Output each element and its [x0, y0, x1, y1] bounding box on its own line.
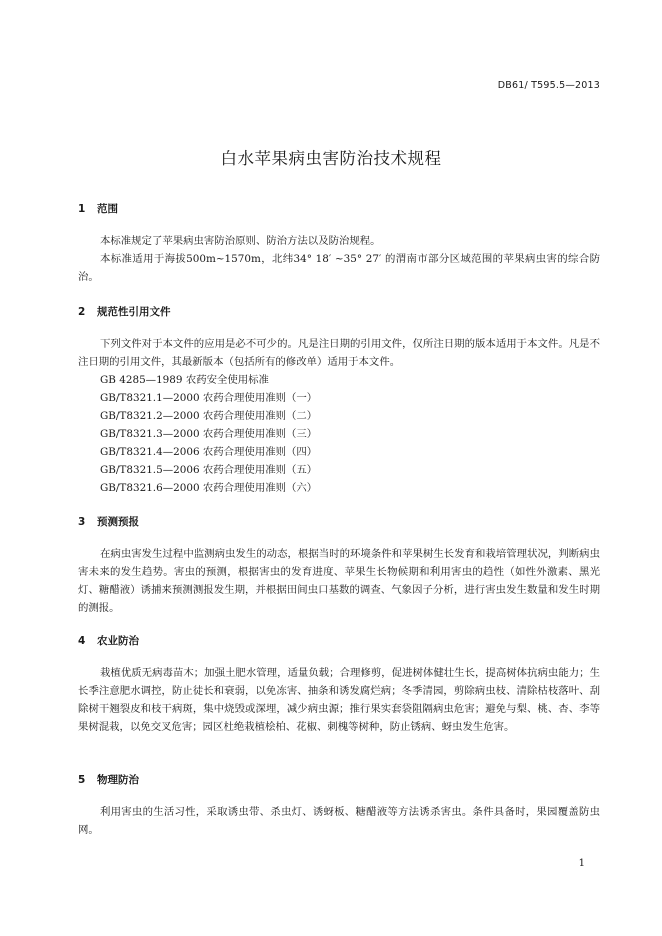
section-title: 预测预报 [97, 516, 139, 528]
document-code: DB61/ T595.5—2013 [497, 80, 600, 91]
section-number: 1 [78, 203, 86, 215]
section-2-paragraph-1: 下列文件对于本文件的应用是必不可少的。凡是注日期的引用文件，仅所注日期的版本适用于本文件。凡是不注日期的引用文件，其最新版本（包括所有的修改单）适用于本文件。 [78, 338, 600, 368]
reference-item: GB/T8321.5—2006 农药合理使用准则（五） [100, 464, 318, 476]
section-3-heading [78, 514, 139, 529]
reference-item: GB/T8321.3—2000 农药合理使用准则（三） [100, 428, 318, 440]
document-title: 白水苹果病虫害防治技术规程 [220, 149, 442, 168]
section-1-heading [78, 201, 118, 216]
section-title: 农业防治 [97, 635, 139, 647]
section-title: 规范性引用文件 [97, 306, 171, 318]
section-2-heading [78, 304, 171, 319]
section-1-paragraph-1: 本标准规定了苹果病虫害防治原则、防治方法以及防治规程。 [100, 235, 381, 247]
section-5-paragraph-1: 利用害虫的生活习性，采取诱虫带、杀虫灯、诱蚜板、糖醋液等方法诱杀害虫。条件具备时，果园覆盖防虫网。 [78, 806, 600, 836]
reference-item: GB/T8321.2—2000 农药合理使用准则（二） [100, 410, 318, 422]
section-1-paragraph-2: 本标准适用于海拔500m~1570m，北纬34° 18′ ~35° 27′ 的渭南市部分区域范围的苹果病虫害的综合防治。 [78, 253, 600, 283]
section-5-heading [78, 772, 139, 787]
section-number: 3 [78, 516, 86, 528]
section-title: 物理防治 [97, 774, 139, 786]
reference-item: GB 4285—1989 农药安全使用标准 [100, 374, 269, 386]
section-number: 4 [78, 635, 86, 647]
section-title: 范围 [97, 203, 118, 215]
reference-item: GB/T8321.4—2006 农药合理使用准则（四） [100, 446, 318, 458]
page-number: 1 [578, 858, 585, 869]
section-4-heading [78, 633, 139, 648]
reference-item: GB/T8321.1—2000 农药合理使用准则（一） [100, 392, 318, 404]
reference-item: GB/T8321.6—2000 农药合理使用准则（六） [100, 482, 318, 494]
section-3-paragraph-1: 在病虫害发生过程中监测病虫发生的动态，根据当时的环境条件和苹果树生长发育和栽培管理状况，判断病虫害未来的发生趋势。害虫的预测，根据害虫的发育进度、苹果生长物候期和利用害虫的趋性（如性外激素、黑光灯、糖醋液）诱捕来预测测报发生期，并根据田间虫口基数的调查、气象因子分析，进行害虫发生数量和发生时期的测报。 [78, 548, 600, 614]
section-4-paragraph-1: 栽植优质无病毒苗木；加强土肥水管理，适量负载；合理修剪，促进树体健壮生长，提高树体抗病虫能力；生长季注意肥水调控，防止徒长和衰弱，以免冻害、抽条和诱发腐烂病；冬季清园，剪除病虫枝、清除枯枝落叶、刮除树干翘裂皮和枝干病斑，集中烧毁或深埋，减少病虫源；推行果实套袋阻隔病虫危害；避免与梨、桃、杏、李等果树混栽，以免交叉危害；园区杜绝栽植桧柏、花椒、刺槐等树种，防止锈病、蚜虫发生危害。 [78, 667, 600, 733]
section-number: 2 [78, 306, 86, 318]
section-number: 5 [78, 774, 86, 786]
